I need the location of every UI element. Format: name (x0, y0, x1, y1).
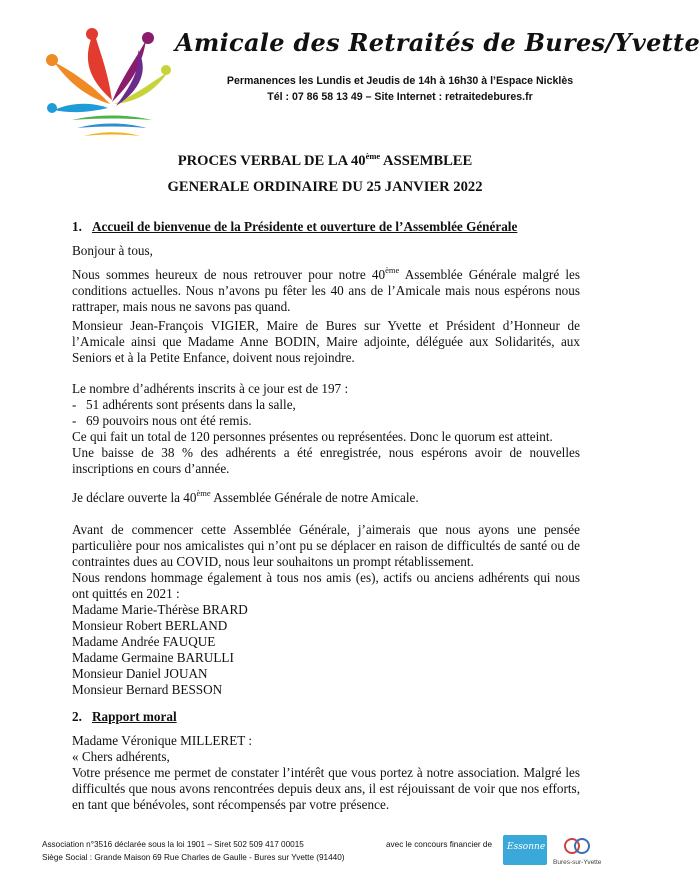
list-item: Madame Germaine BARULLI (72, 650, 234, 665)
list-item: Madame Marie-Thérèse BRARD (72, 602, 248, 617)
document-title (100, 148, 550, 200)
list-item: Monsieur Bernard BESSON (72, 682, 223, 697)
paragraph-opening: Je déclare ouverte la 40ème Assemblée Générale de notre Amicale. (72, 488, 419, 505)
paragraph-tribute: Nous rendons hommage également à tous nos amis (es), actifs ou anciens adhérents qui nous ont quittés en 2021 : Madame Marie-Thérèse BRARD Monsieur Robert BERLAND Madame Andrée FAUQUE Madame Germaine BARULLI Monsieur Daniel JOUAN Monsieur Bernard BESSON (72, 570, 580, 697)
section-2-heading: 2. Rapport moral (72, 709, 177, 724)
header-contact-info (210, 73, 590, 105)
paragraph-guests: Monsieur Jean-François VIGIER, Maire de Bures sur Yvette et Président d’Honneur de l’Amicale ainsi que Madame Anne BODIN, Maire adjointe, déléguée aux Solidarités, aux Seniors et à la Petite Enfance, doivent nous rejoindre. (72, 318, 580, 365)
organization-title: Amicale des Retraités de Bures/Yvette (175, 28, 700, 57)
footer-sponsor: avec le concours financier de (386, 840, 493, 849)
paragraph-intro: Nous sommes heureux de nous retrouver pour notre 40ème Assemblée Générale malgré les conditions actuelles. Nous n’avons pu fêter les 40 ans de l’Amicale mais nous espérons nous rattraper, mais nous ne savons pas quand. (72, 265, 580, 314)
list-item: Monsieur Robert BERLAND (72, 618, 228, 633)
greeting: Bonjour à tous, (72, 243, 153, 258)
paragraph-members: Le nombre d’adhérents inscrits à ce jour est de 197 : - 51 adhérents sont présents dans la salle, - 69 pouvoirs nous ont été remis. Ce qui fait un total de 120 personnes présentes ou représentées. Donc le quorum est atteint. Une baisse de 38 % des adhérents a été enregistrée, nous espérons avoir de nouvelles inscriptions en cours d’année. (72, 381, 580, 476)
amicale-logo (42, 22, 172, 152)
footer-legal (42, 838, 345, 864)
contact-line: Tél : 07 86 58 13 49 – Site Internet : retraitedebures.fr (267, 91, 533, 103)
paragraph-report: Madame Véronique MILLERET : « Chers adhérents, Votre présence me permet de constater l’intérêt que vous portez à notre association. Malgré les difficultés que nous avons rencontrées depuis deux ans, il est réjouissant de voir que nos efforts, en tant que bénévoles, sont récompensés par votre présence. (72, 733, 580, 812)
opening-hours: Permanences les Lundis et Jeudis de 14h à 16h30 à l’Espace Nicklès (226, 75, 574, 87)
footer-line-1: Association n°3516 déclarée sous la loi 1901 – Siret 502 509 417 00015 (42, 840, 304, 849)
list-item: Madame Andrée FAUQUE (72, 634, 216, 649)
bures-logo-label: Bures-sur-Yvette (553, 859, 602, 866)
footer-line-2: Siège Social : Grande Maison 69 Rue Charles de Gaulle - Bures sur Yvette (91440) (42, 853, 345, 862)
title-line-1: PROCES VERBAL DE LA 40ème ASSEMBLEE (177, 151, 473, 169)
essonne-logo: Essonne (503, 835, 547, 865)
section-1-heading: 1. Accueil de bienvenue de la Présidente et ouverture de l’Assemblée Générale (72, 219, 518, 234)
list-item: - 51 adhérents sont présents dans la salle, (72, 397, 296, 412)
list-item: - 69 pouvoirs nous ont été remis. (72, 413, 252, 428)
list-item: Monsieur Daniel JOUAN (72, 666, 208, 681)
paragraph-thoughts: Avant de commencer cette Assemblée Générale, j’aimerais que nous ayons une pensée particulière pour nos amicalistes qui n’ont pu se déplacer en raison de difficultés de santé ou de contraintes dues au COVID, nous leur souhaitons un prompt rétablissement. (72, 522, 580, 569)
title-line-2: GENERALE ORDINAIRE DU 25 JANVIER 2022 (167, 179, 483, 195)
